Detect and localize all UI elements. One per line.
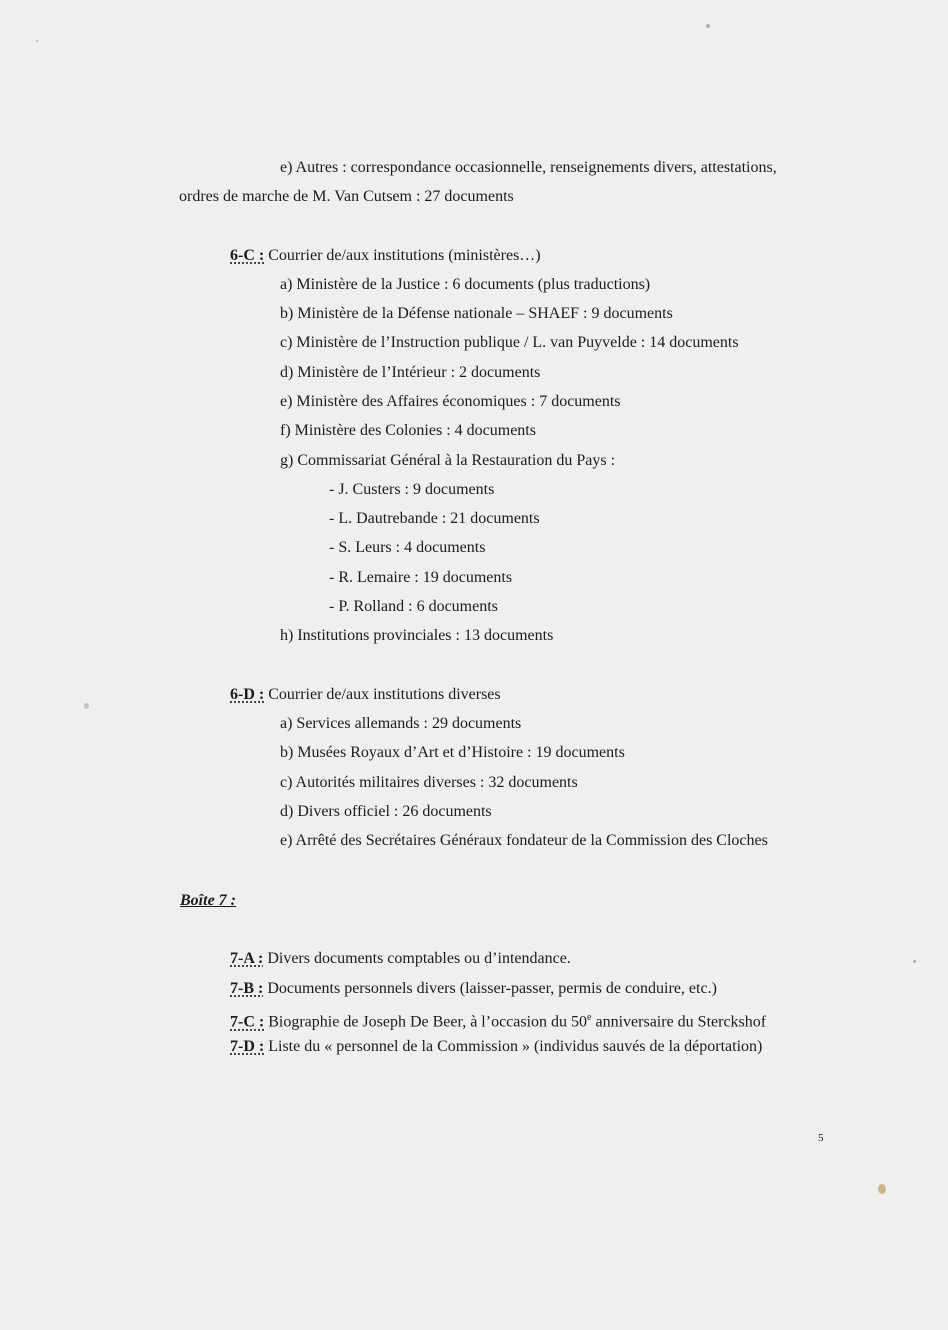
sub-list-item: - L. Dautrebande : 21 documents [329, 510, 540, 527]
section-6d-heading [230, 685, 501, 705]
scan-speck [84, 703, 89, 709]
list-item: e) Arrêté des Secrétaires Généraux fondateur de la Commission des Cloches [280, 832, 768, 849]
entry-code: 7-B : [230, 980, 264, 997]
entry-text: Divers documents comptables ou d’intendance. [263, 950, 571, 967]
boite-7-heading: Boîte 7 : [180, 892, 236, 909]
continuation-line-2: ordres de marche de M. Van Cutsem : 27 documents [179, 188, 514, 205]
boite-7-entry [230, 949, 571, 969]
list-item: c) Ministère de l’Instruction publique / L. van Puyvelde : 14 documents [280, 334, 739, 351]
superscript: e [587, 1012, 592, 1023]
list-item: h) Institutions provinciales : 13 documents [280, 627, 554, 644]
list-item: e) Ministère des Affaires économiques : 7 documents [280, 393, 621, 410]
sub-list-item: - R. Lemaire : 19 documents [329, 569, 513, 586]
entry-code: 7-A : [230, 950, 264, 967]
list-item: a) Ministère de la Justice : 6 documents (plus traductions) [280, 276, 651, 293]
entry-code: 7-D : [230, 1038, 265, 1055]
section-6d-title: Courrier de/aux institutions diverses [264, 686, 501, 703]
boite-7-entry [230, 979, 717, 999]
list-item: f) Ministère des Colonies : 4 documents [280, 422, 536, 439]
sub-list-item: - S. Leurs : 4 documents [329, 539, 486, 556]
section-6d-code: 6-D : [230, 686, 265, 703]
list-item: b) Ministère de la Défense nationale – SHAEF : 9 documents [280, 305, 673, 322]
list-item: d) Divers officiel : 26 documents [280, 803, 492, 820]
scan-speck [878, 1184, 886, 1194]
entry-text-after: anniversaire du Sterckshof [591, 1013, 767, 1031]
scan-speck [36, 40, 38, 42]
entry-text: Liste du « personnel de la Commission » (individus sauvés de la déportation) [264, 1038, 763, 1055]
sub-list-item: - J. Custers : 9 documents [329, 481, 495, 498]
entry-code: 7-C : [230, 1013, 265, 1031]
list-item: c) Autorités militaires diverses : 32 documents [280, 774, 578, 791]
entry-text: Biographie de Joseph De Beer, à l’occasion du 50 [264, 1013, 588, 1031]
list-item: a) Services allemands : 29 documents [280, 715, 522, 732]
list-item: d) Ministère de l’Intérieur : 2 documents [280, 364, 541, 381]
sub-list-item: - P. Rolland : 6 documents [329, 598, 498, 615]
scan-speck [706, 24, 710, 28]
section-6c-heading [230, 246, 541, 266]
entry-text: Documents personnels divers (laisser-passer, permis de conduire, etc.) [263, 980, 717, 997]
section-6c-title: Courrier de/aux institutions (ministères…) [264, 247, 541, 264]
boite-7-entry [230, 1037, 762, 1057]
scan-speck [913, 960, 916, 963]
list-item: g) Commissariat Général à la Restauration du Pays : [280, 452, 616, 469]
list-item: b) Musées Royaux d’Art et d’Histoire : 19 documents [280, 744, 625, 761]
section-6c-code: 6-C : [230, 247, 265, 264]
boite-7-entry [230, 1008, 766, 1032]
continuation-line-1: e) Autres : correspondance occasionnelle, renseignements divers, attestations, [280, 159, 777, 176]
page-number: 5 [818, 1132, 824, 1144]
